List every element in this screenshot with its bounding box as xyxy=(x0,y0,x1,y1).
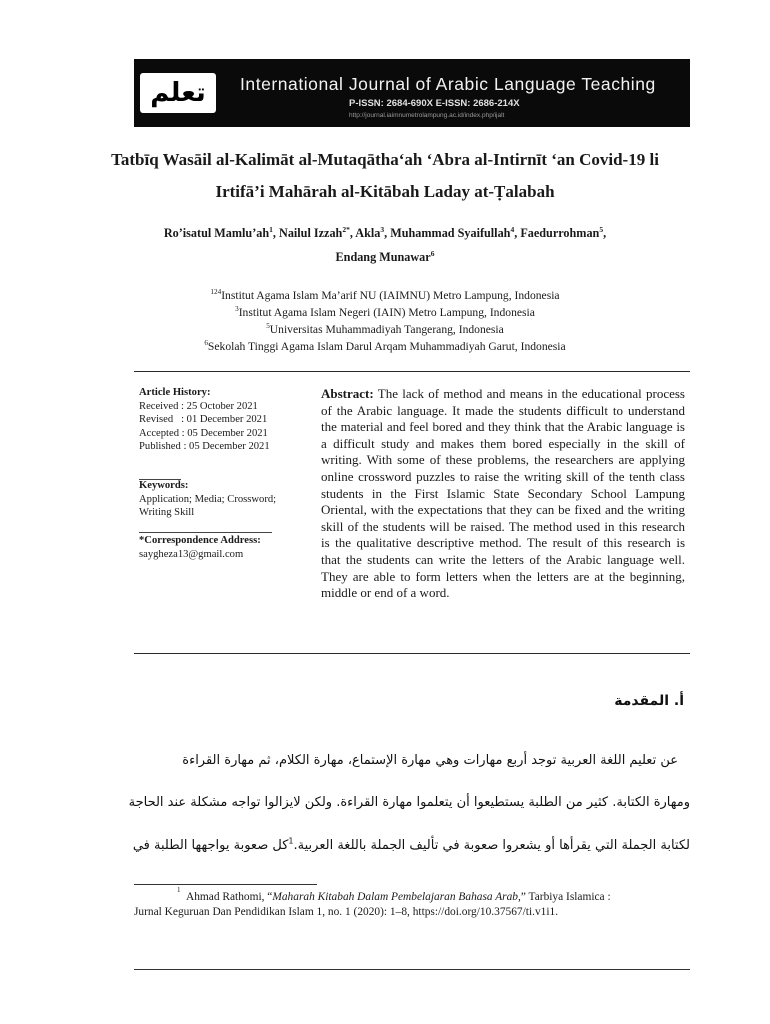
journal-logo xyxy=(140,73,216,113)
footnote-line-2: Jurnal Keguruan Dan Pendidikan Islam 1, no. 1 (2020): 1–8, https://doi.org/10.37567/ti.v1i1. xyxy=(134,906,559,918)
affiliation-2-num: 3 xyxy=(235,305,239,314)
footnote-author: Ahmad Rathomi, “ xyxy=(186,891,273,903)
affiliation-4 xyxy=(60,340,710,353)
author-2: , Nailul Izzah xyxy=(272,226,343,240)
journal-logo-text: تعلم xyxy=(150,78,206,108)
author-list-line-1 xyxy=(60,226,710,241)
info-box-top-rule xyxy=(134,371,690,372)
author-6: Endang Munawar xyxy=(335,250,431,264)
correspondence-heading: *Correspondence Address: xyxy=(139,535,261,546)
journal-banner xyxy=(134,59,690,127)
affiliation-2 xyxy=(60,306,710,319)
abstract-label: Abstract: xyxy=(321,386,374,401)
published-date: Published : 05 December 2021 xyxy=(139,441,270,452)
footnote-ref[interactable]: 1 xyxy=(288,836,294,846)
keywords-line-1: Application; Media; Crossword; xyxy=(139,493,277,505)
paper-title-line-1: Tatbīq Wasāil al-Kalimāt al-Mutaqātha‘ah ‘Abra al-Intirnīt ‘an Covid-19 li xyxy=(111,150,659,169)
paper-title-line-2: Irtifā’i Mahārah al-Kitābah Laday at-Ṭalabah xyxy=(215,182,555,201)
arabic-paragraph-line-2: ومهارة الكتابة. كثير من الطلبة يستطيعوا أن يتعلموا مهارة القراءة. ولكن لايزالوا تواجه مشكلة عند الحاجة xyxy=(128,795,690,810)
footnote-source: ,” Tarbiya Islamica : xyxy=(518,891,611,903)
author-1-affil: 1 xyxy=(269,224,273,234)
journal-issn: P-ISSN: 2684-690X E-ISSN: 2686-214X xyxy=(349,98,520,109)
affiliation-3-num: 5 xyxy=(266,322,270,331)
affiliation-4-num: 6 xyxy=(204,339,208,348)
author-5-affil: 5 xyxy=(599,224,604,234)
arabic-paragraph-line-3 xyxy=(133,838,690,853)
article-history-heading: Article History: xyxy=(139,387,211,398)
author-6-affil: 6 xyxy=(430,248,435,258)
abstract xyxy=(321,386,685,602)
arabic-line-3-part-1: لكتابة الجملة التي يقرأها أو يشعروا صعوبة في تأليف الجملة باللغة العربية. xyxy=(293,838,690,853)
affiliation-3-text: Universitas Muhammadiyah Tangerang, Indonesia xyxy=(269,323,504,336)
journal-url: http://journal.iaimnumetrolampung.ac.id/index.php/ijalt xyxy=(349,112,505,119)
author-4-affil: 4 xyxy=(510,224,515,234)
received-date: Received : 25 October 2021 xyxy=(139,400,258,412)
accepted-date: Accepted : 05 December 2021 xyxy=(139,427,268,439)
arabic-paragraph-line-1: عن تعليم اللغة العربية توجد أربع مهارات وهي مهارة الإستماع، مهارة الكلام، ثم مهارة القراءة xyxy=(182,753,678,768)
section-heading-introduction: أ. المقدمة xyxy=(614,693,684,709)
author-3: , Akla xyxy=(349,226,381,240)
author-2-affil: 2* xyxy=(342,224,350,234)
affiliation-1-text: Institut Agama Islam Ma’arif NU (IAIMNU) Metro Lampung, Indonesia xyxy=(221,289,560,302)
author-3-affil: 3 xyxy=(380,224,385,234)
author-5-comma: , xyxy=(603,226,607,240)
author-1: Ro’isatul Mamlu’ah xyxy=(163,226,270,240)
footnote xyxy=(134,886,690,920)
footnote-rule xyxy=(134,884,317,885)
abstract-text: The lack of method and means in the educational process of the Arabic language. It made the students difficult to understand the material and feel bored and they think that the Arabic language is a difficult study and makes them bored especially in the skill of writing. With some of these problems, the researchers are applying online crossword puzzles to raise the writing skill of the tenth class students in the First Islamic State Secondary School Lampung Oriental, with the expectations that they can be fixed and the writing skill of the students will be raised. The method used in this research is the qualitative descriptive method. The result of this research is that the students can write the letters of the Arabic language well. They are able to form letters when the letters are at the beginning, middle or end of a word. xyxy=(321,386,685,601)
arabic-line-3-part-2: كل صعوبة يواجهها الطلبة في xyxy=(132,838,289,853)
page-bottom-rule xyxy=(134,969,690,970)
info-box-bottom-rule xyxy=(134,653,690,654)
footnote-title: Maharah Kitabah Dalam Pembelajaran Bahasa Arab xyxy=(272,891,519,903)
keywords-line-2: Writing Skill xyxy=(139,507,195,518)
affiliation-3 xyxy=(60,323,710,336)
affiliation-2-text: Institut Agama Islam Negeri (IAIN) Metro Lampung, Indonesia xyxy=(238,306,535,319)
revised-date: Revised : 01 December 2021 xyxy=(139,414,268,425)
affiliation-1 xyxy=(60,289,710,302)
sidebar-divider xyxy=(139,532,272,533)
journal-name: International Journal of Arabic Language Teaching xyxy=(240,74,656,94)
affiliation-1-num: 124 xyxy=(210,288,222,297)
author-list-line-2 xyxy=(60,250,710,265)
author-4: , Muhammad Syaifullah xyxy=(384,226,511,240)
keywords-heading: Keywords: xyxy=(139,480,189,491)
affiliation-4-text: Sekolah Tinggi Agama Islam Darul Arqam Muhammadiyah Garut, Indonesia xyxy=(207,340,566,353)
author-5: , Faedurrohman xyxy=(514,226,600,240)
footnote-line-1: 1 Ahmad Rathomi, “Maharah Kitabah Dalam Pembelajaran Bahasa Arab,” Tarbiya Islamica : xyxy=(177,886,611,903)
correspondence-email[interactable]: saygheza13@gmail.com xyxy=(139,548,244,560)
